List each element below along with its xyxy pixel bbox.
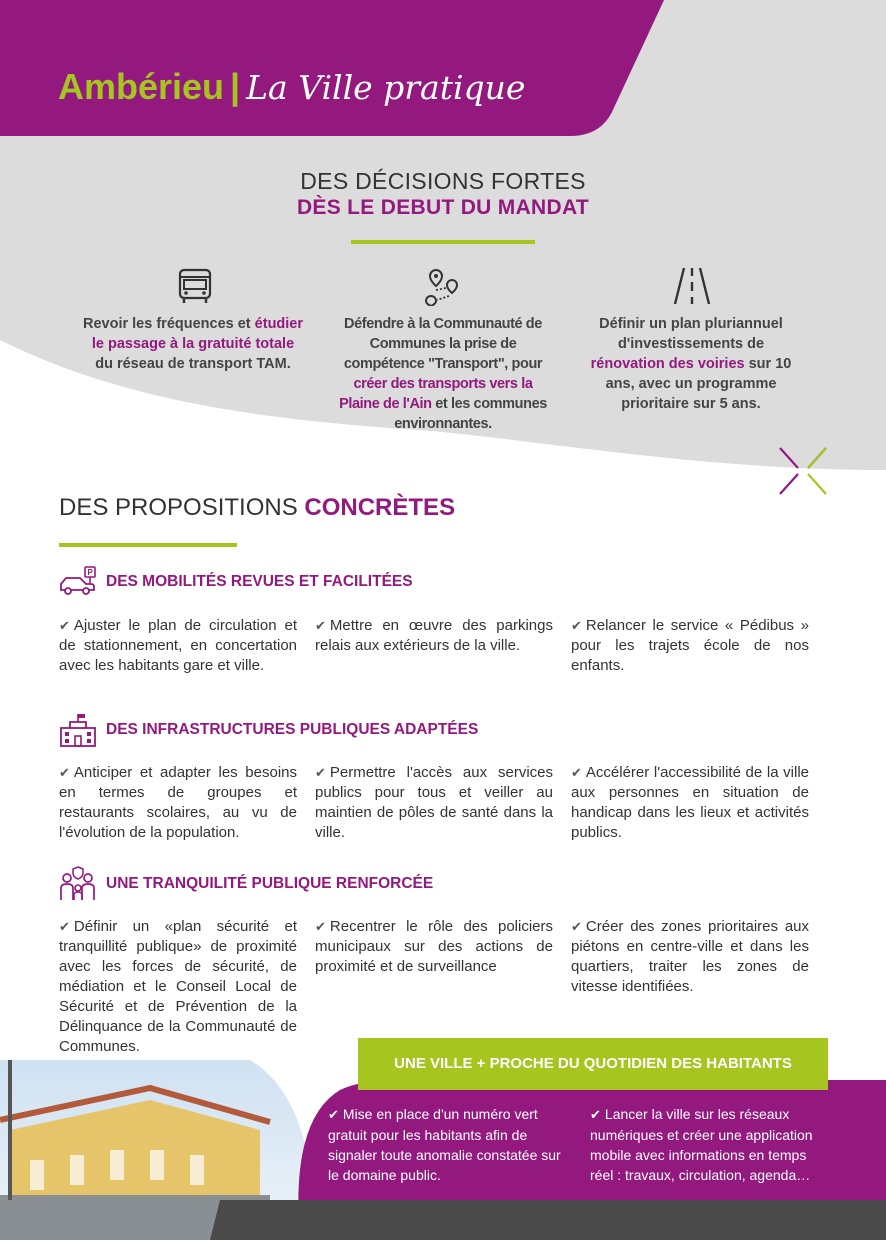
decision-item-2 [333,314,553,434]
mobilites-item-2-text: Mettre en œuvre des parkings relais aux extérieurs de la ville. [315,617,553,654]
decision-2-highlight: créer des transports vers la Plaine de l'Ain [339,376,533,412]
infra-item-3-text: Accélérer l'accessibilité de la ville aux personnes en situation de handicap dans les lieux et activités publics. [571,764,809,841]
decision-1-text-end: du réseau de transport TAM. [95,356,291,372]
ville-item-2 [590,1104,822,1185]
page-title [58,66,525,108]
category-tranquilite-title: UNE TRANQUILITÉ PUBLIQUE RENFORCÉE [106,875,434,892]
propositions-title [59,494,455,522]
infra-item-2-text: Permettre l'accès aux services publics pour tous et veiller au maintien de pôles de santé dans la ville. [315,764,553,841]
check-icon: ✔ [571,919,582,934]
propositions-title-plain: DES PROPOSITIONS [59,494,305,521]
tranquilite-item-1-text: Définir un «plan sécurité et tranquillité publique» de proximité avec les forces de sécurité, de médiation et le Conseil Local de Sécurité et de Prévention de la Délinquance de la Communauté de Communes. [59,918,297,1055]
ville-banner-title: UNE VILLE + PROCHE DU QUOTIDIEN DES HABITANTS [394,1055,792,1072]
car-parking-icon [58,566,98,598]
category-mobilites-title: DES MOBILITÉS REVUES ET FACILITÉES [106,573,413,590]
check-icon: ✔ [571,618,582,633]
school-building-icon [58,712,98,748]
cross-decoration-icon [778,446,828,496]
decisions-title-line2: DÈS LE DEBUT DU MANDAT [296,196,590,219]
tranquilite-item-3-text: Créer des zones prioritaires aux piétons en centre-ville et dans les quartiers, traiter les zones de vitesse identifiées. [571,918,809,995]
decision-1-text: Revoir les fréquences et [83,316,255,332]
infra-item-2 [315,763,553,843]
road-icon [672,266,712,306]
check-icon: ✔ [315,919,326,934]
tranquilite-item-2-text: Recentrer le rôle des policiers municipaux sur des actions de proximité et de surveillance [315,918,553,975]
check-icon: ✔ [315,618,326,633]
family-shield-icon [58,866,98,902]
decision-2-text: Défendre à la Communauté de Communes la prise de compétence "Transport", pour [343,316,543,372]
check-icon: ✔ [59,765,70,780]
decision-3-highlight: rénovation des voiries [590,356,745,372]
decisions-divider [351,240,535,244]
mobilites-item-2 [315,616,553,656]
decision-item-1 [83,314,303,374]
infra-item-1 [59,763,297,843]
ville-item-1-text: Mise en place d'un numéro vert gratuit pour les habitants afin de signaler toute anomalie constatée sur le domaine public. [328,1106,561,1183]
check-icon: ✔ [571,765,582,780]
ville-item-2-text: Lancer la ville sur les réseaux numériques et créer une application mobile avec informations en temps réel : travaux, circulation, agenda… [590,1106,813,1183]
category-mobilites [58,566,413,598]
mobilites-item-1 [59,616,297,676]
title-city: Ambérieu [58,66,225,107]
title-subtitle: La Ville pratique [246,68,526,107]
mobilites-item-3 [571,616,809,676]
infra-item-3 [571,763,809,843]
mobilites-item-3-text: Relancer le service « Pédibus » pour les trajets école de nos enfants. [571,617,809,674]
propositions-title-bold: CONCRÈTES [304,494,456,521]
decision-2-text-end: et les communes environnantes. [394,396,547,432]
category-infrastructures-title: DES INFRASTRUCTURES PUBLIQUES ADAPTÉES [106,721,479,738]
category-tranquilite [58,866,433,902]
decisions-title-line1: DES DÉCISIONS FORTES [300,168,586,194]
decision-item-3 [581,314,801,414]
bus-icon [175,266,215,306]
check-icon: ✔ [315,765,326,780]
tranquilite-item-1 [59,917,297,1057]
check-icon: ✔ [59,919,70,934]
decision-1-highlight: étudier le passage à la gratuité totale [91,316,304,352]
svg-text:P: P [87,568,93,577]
tranquilite-item-3 [571,917,809,997]
tranquilite-item-2 [315,917,553,977]
infra-item-1-text: Anticiper et adapter les besoins en termes de groupes et restaurants scolaires, au vu de l'évolution de la population. [59,764,297,841]
check-icon: ✔ [328,1107,339,1122]
check-icon: ✔ [59,618,70,633]
route-map-icon [422,266,462,306]
check-icon: ✔ [590,1107,601,1122]
title-separator: | [230,66,241,107]
category-infrastructures [58,712,478,748]
decision-3-text: Définir un plan pluriannuel d'investissements de [599,316,783,352]
mobilites-item-1-text: Ajuster le plan de circulation et de stationnement, en concertation avec les habitants gare et ville. [59,617,297,674]
ville-item-1 [328,1104,568,1185]
propositions-divider [59,543,237,547]
decision-3-text-end: sur 10 ans, avec un programme prioritaire sur 5 ans. [605,356,792,412]
